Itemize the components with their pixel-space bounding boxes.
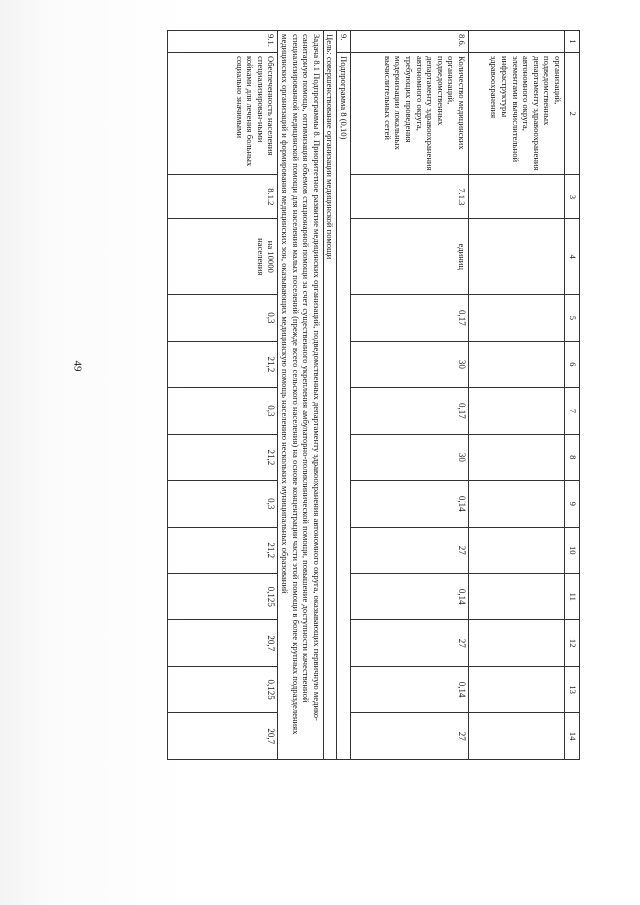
header-cell: 10 <box>565 527 580 573</box>
cell-unit: единиц <box>351 219 469 295</box>
cell-value: 0,125 <box>168 574 278 620</box>
cell-value: 0,14 <box>351 574 469 620</box>
cell-unit: на 10000 населения <box>168 219 278 295</box>
header-cell: 9 <box>565 481 580 527</box>
header-cell: 4 <box>565 219 580 295</box>
cell-empty <box>469 434 565 480</box>
cell-value: 27 <box>351 527 469 573</box>
cell-name: организаций, подведомственных департаменту здравоохранения автономного округа, элементами вычислительной инфраструктуры здравоохранения <box>469 53 565 175</box>
header-cell: 13 <box>565 666 580 712</box>
header-cell: 7 <box>565 388 580 434</box>
cell-value: 0,14 <box>351 481 469 527</box>
task-row <box>278 31 323 760</box>
cell-name: Количество медицинских организаций, подведомственных департаменту здравоохранения автономного округа, требующих проведения модернизации локальных вычислительных сетей <box>351 53 469 175</box>
cell-empty <box>469 175 565 219</box>
goal-text: Цель: совершенствование организации медицинской помощи <box>323 31 337 760</box>
header-cell: 5 <box>565 295 580 341</box>
cell-value: 20,7 <box>168 620 278 666</box>
cell-code: 8.1.2 <box>168 175 278 219</box>
cell-code: 7.1.3 <box>351 175 469 219</box>
cell-value: 27 <box>351 620 469 666</box>
cell-empty <box>469 219 565 295</box>
header-cell: 11 <box>565 574 580 620</box>
goal-row <box>323 31 337 760</box>
cell-num: 9. <box>337 31 351 53</box>
header-cell: 14 <box>565 713 580 760</box>
cell-empty <box>469 295 565 341</box>
cell-empty <box>469 341 565 387</box>
cell-empty <box>469 713 565 760</box>
header-cell: 8 <box>565 434 580 480</box>
cell-value: 30 <box>351 341 469 387</box>
subprogram-row <box>337 31 351 760</box>
header-row <box>565 31 580 760</box>
subprogram-title: Подпрограмма 8 (0,10) <box>337 53 351 760</box>
cell-value: 0,17 <box>351 388 469 434</box>
header-cell: 1 <box>565 31 580 53</box>
table-row-continuation <box>469 31 565 760</box>
cell-num: 9.1. <box>168 31 278 53</box>
table-row-9-1 <box>168 31 278 760</box>
header-cell: 6 <box>565 341 580 387</box>
cell-num <box>469 31 565 53</box>
header-cell: 3 <box>565 175 580 219</box>
cell-num: 8.6. <box>351 31 469 53</box>
cell-value: 21,2 <box>168 434 278 480</box>
cell-value: 21,2 <box>168 341 278 387</box>
cell-value: 20,7 <box>168 713 278 760</box>
cell-value: 0,3 <box>168 481 278 527</box>
cell-empty <box>469 527 565 573</box>
rotated-table-container <box>50 30 580 760</box>
cell-empty <box>469 481 565 527</box>
cell-value: 30 <box>351 434 469 480</box>
indicators-table <box>167 30 580 760</box>
cell-name: Обеспеченность населения специализирован-ными койками для лечения больных социально значимыми <box>168 53 278 175</box>
cell-empty <box>469 388 565 434</box>
cell-value: 0,125 <box>168 666 278 712</box>
header-cell: 2 <box>565 53 580 175</box>
cell-empty <box>469 620 565 666</box>
cell-empty <box>469 666 565 712</box>
task-text: Задача 8.1 Подпрограммы 8. Приоритетное развитие медицинских организаций, подведомственных департаменту здравоохранения автономного округа, оказывающих первичную медико-санитарную помощь, оптимизация объемов стационарной помощи за счет существенного укрепления амбулаторно-поликлинической помощи, повышение доступности качественной специализированной медицинской помощи для населения малых поселений (прежде всего сельского населения) на основе концентрации части этой помощи в более крупных подразделениях медицинских организаций и формирования медицинских зон, оказывающих медицинскую помощь населению нескольких муниципальных образований <box>278 31 323 760</box>
table-row-8-6 <box>351 31 469 760</box>
cell-value: 0,14 <box>351 666 469 712</box>
cell-value: 0,3 <box>168 388 278 434</box>
cell-empty <box>469 574 565 620</box>
page-number: 49 <box>71 360 84 372</box>
header-cell: 12 <box>565 620 580 666</box>
cell-value: 21,2 <box>168 527 278 573</box>
cell-value: 0,17 <box>351 295 469 341</box>
cell-value: 27 <box>351 713 469 760</box>
cell-value: 0,3 <box>168 295 278 341</box>
